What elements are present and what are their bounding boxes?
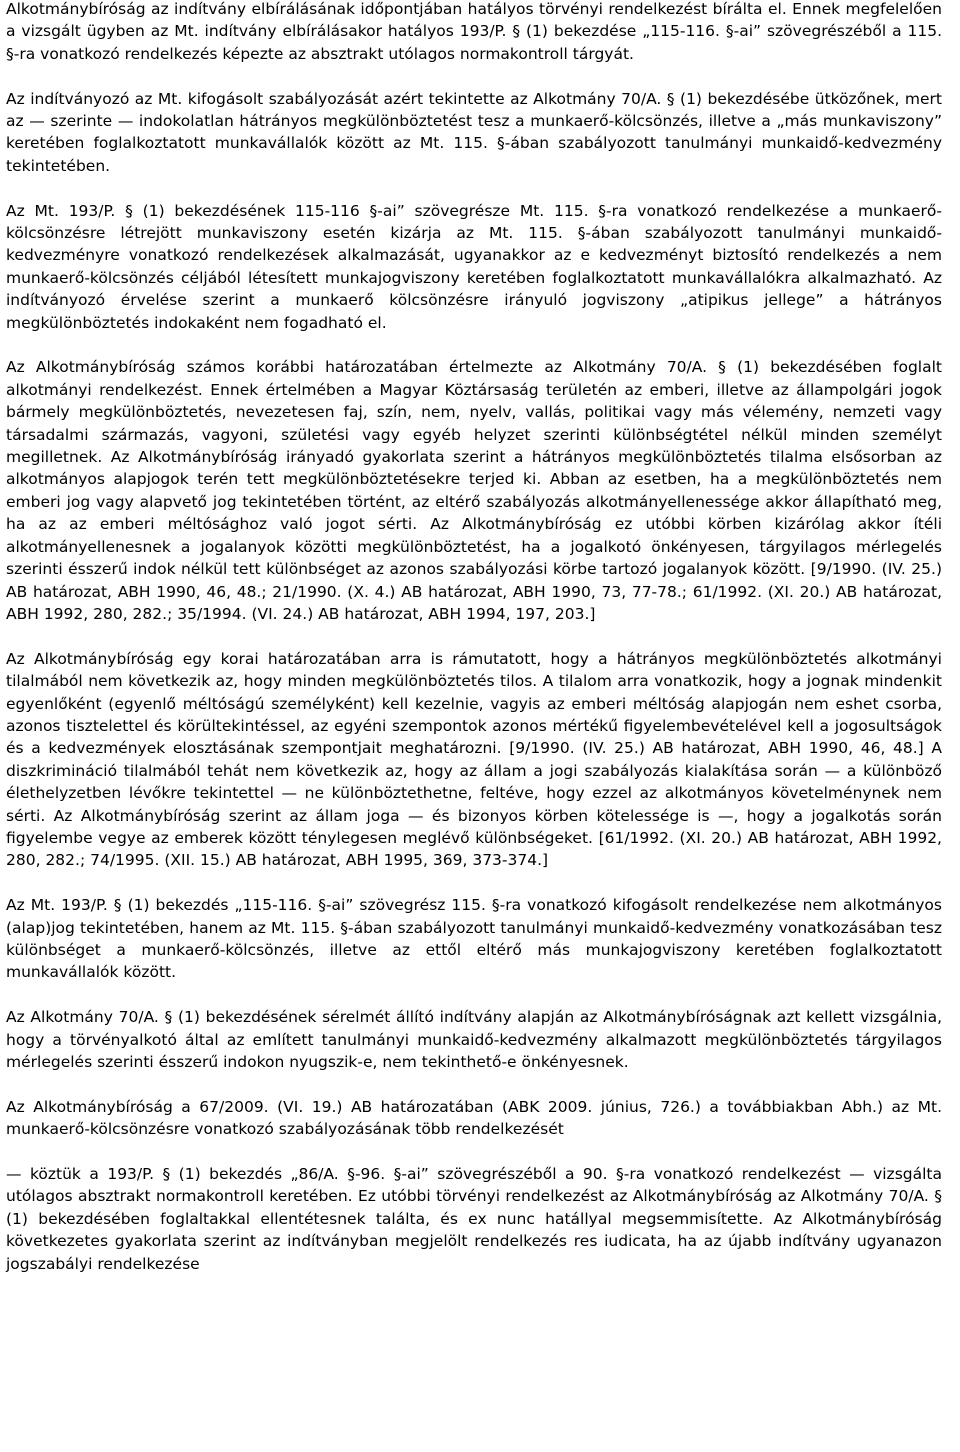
paragraph: Az Mt. 193/P. § (1) bekezdés „115-116. §-ai” szövegrész 115. §-ra vonatkozó kifogásolt rendelkezése nem alkotmányos (alap)jog tekintetében, hanem az Mt. 115. §-ában szabályozott tanulmányi munkaidő-kedvezmény vonatkozásában tesz különbséget a munkaerő-kölcsönzés, illetve az ettől eltérő más munkajogviszony keretében foglalkoztatott munkavállalók között. xyxy=(6,896,942,982)
paragraph: Az Alkotmánybíróság számos korábbi határozatában értelmezte az Alkotmány 70/A. § (1) bekezdésében foglalt alkotmányi rendelkezést. Ennek értelmében a Magyar Köztársaság területén az emberi, illetve az állampolgári jogok bármely megkülönböztetés, nevezetesen faj, szín, nem, nyelv, vallás, politikai vagy más vélemény, nemzeti vagy társadalmi származás, vagyoni, születési vagy egyéb helyzet szerinti különbségtétel nélkül minden személyt megilletnek. Az Alkotmánybíróság irányadó gyakorlata szerint a hátrányos megkülönböztetés tilalma elsősorban az alkotmányos alapjogok terén tett megkülönböztetésekre terjed ki. Abban az esetben, ha a megkülönböztetés nem emberi jog vagy alapvető jog tekintetében történt, az eltérő szabályozás alkotmányellenessége akkor állapítható meg, ha az az emberi méltósághoz való jogot sérti. Az Alkotmánybíróság ez utóbbi körben kizárólag akkor ítéli alkotmányellenesnek a jogalanyok közötti megkülönböztetést, ha a jogalkotó önkényesen, tárgyilagos mérlegelés szerinti ésszerű indok nélkül tett különbséget az azonos szabályozási körbe tartozó jogalanyok között. [9/1990. (IV. 25.) AB határozat, ABH 1990, 46, 48.; 21/1990. (X. 4.) AB határozat, ABH 1990, 73, 77-78.; 61/1992. (XI. 20.) AB határozat, ABH 1992, 280, 282.; 35/1994. (VI. 24.) AB határozat, ABH 1994, 197, 203.] xyxy=(6,358,942,623)
paragraph-gap xyxy=(0,334,948,356)
paragraph: Az Mt. 193/P. § (1) bekezdésének 115-116 §-ai” szövegrésze Mt. 115. §-ra vonatkozó rendelkezése a munkaerő-kölcsönzésre létrejött munkaviszony esetén kizárja az Mt. 115. §-ában szabályozott tanulmányi munkaidő-kedvezményre vonatkozó rendelkezések alkalmazását, ugyanakkor az e kedvezményt biztosító rendelkezés a nem munkaerő-kölcsönzés céljából létesített munkajogviszony keretében foglalkoztatott munkavállalókra alkalmazható. Az indítványozó érvelése szerint a munkaerő kölcsönzésre irányuló jogviszony „atipikus jellege” a hátrányos megkülönböztetés indokaként nem fogadható el. xyxy=(6,201,942,332)
paragraph: Az Alkotmánybíróság a 67/2009. (VI. 19.) AB határozatában (ABK 2009. június, 726.) a továbbiakban Abh.) az Mt. munkaerő-kölcsönzésre vonatkozó szabályozásának több rendelkezését xyxy=(6,1097,942,1139)
paragraph: — köztük a 193/P. § (1) bekezdés „86/A. §-96. §-ai” szövegrészéből a 90. §-ra vonatkozó rendelkezést — vizsgálta utólagos absztrakt normakontroll keretében. Ez utóbbi törvényi rendelkezést az Alkotmánybíróság az Alkotmány 70/A. § (1) bekezdésében foglaltakkal ellentétesnek találta, és ex nunc hatállyal megsemmisítette. Az Alkotmánybíróság következetes gyakorlata szerint az indítványban megjelölt rendelkezés res iudicata, ha az újabb indítvány ugyanazon jogszabályi rendelkezése xyxy=(6,1165,942,1273)
paragraph-gap xyxy=(0,872,948,894)
paragraph-gap xyxy=(0,177,948,199)
paragraph: Alkotmánybíróság az indítvány elbírálásának időpontjában hatályos törvényi rendelkezést bírálta el. Ennek megfelelően a vizsgált ügyben az Mt. indítvány elbírálásakor hatályos 193/P. § (1) bekezdése „115-116. §-ai” szövegrészéből a 115. §-ra vonatkozó rendelkezés képezte az absztrakt utólagos normakontroll tárgyát. xyxy=(6,0,942,63)
paragraph: Az indítványozó az Mt. kifogásolt szabályozását azért tekintette az Alkotmány 70/A. § (1) bekezdésébe ütközőnek, mert az — szerinte — indokolatlan hátrányos megkülönböztetést tesz a munkaerő-kölcsönzés, illetve a „más munkaviszony” keretében foglalkoztatott munkavállalók között az Mt. 115. §-ában szabályozott tanulmányi munkaidő-kedvezmény tekintetében. xyxy=(6,89,942,175)
paragraph-gap xyxy=(0,65,948,87)
paragraph-gap xyxy=(0,625,948,647)
paragraph: Az Alkotmány 70/A. § (1) bekezdésének sérelmét állító indítvány alapján az Alkotmánybíróságnak azt kellett vizsgálnia, hogy a törvényalkotó által az említett tanulmányi munkaidő-kedvezmény alkalmazott megkülönböztetés tárgyilagos mérlegelés szerinti ésszerű indokon nyugszik-e, nem tekinthető-e önkényesnek. xyxy=(6,1008,942,1071)
paragraph: Az Alkotmánybíróság egy korai határozatában arra is rámutatott, hogy a hátrányos megkülönböztetés alkotmányi tilalmából nem következik az, hogy minden megkülönböztetés tilos. A tilalom arra vonatkozik, hogy a jognak mindenkit egyenlőként (egyenlő méltóságú személyként) kell kezelnie, vagyis az emberi méltóság alapjogán nem eshet csorba, azonos tisztelettel és körültekintéssel, az egyéni szempontok azonos mértékű figyelembevételével kell a jogosultságok és a kedvezmények elosztásának szempontjait meghatározni. [9/1990. (IV. 25.) AB határozat, ABH 1990, 46, 48.] A diszkrimináció tilalmából tehát nem következik az, hogy az állam a jogi szabályozás kialakítása során — a különböző élethelyzetben lévőkre tekintettel — ne különböztethetne, feltéve, hogy ezzel az alkotmányos követelménynek nem sérti. Az Alkotmánybíróság szerint az állam joga — és bizonyos körben kötelessége is —, hogy a jogalkotás során figyelembe vegye az emberek között ténylegesen meglévő különbségeket. [61/1992. (XI. 20.) AB határozat, ABH 1992, 280, 282.; 74/1995. (XII. 15.) AB határozat, ABH 1995, 369, 373-374.] xyxy=(6,649,942,870)
paragraph-gap xyxy=(0,1141,948,1163)
paragraph-gap xyxy=(0,1073,948,1095)
paragraph-gap xyxy=(0,984,948,1006)
